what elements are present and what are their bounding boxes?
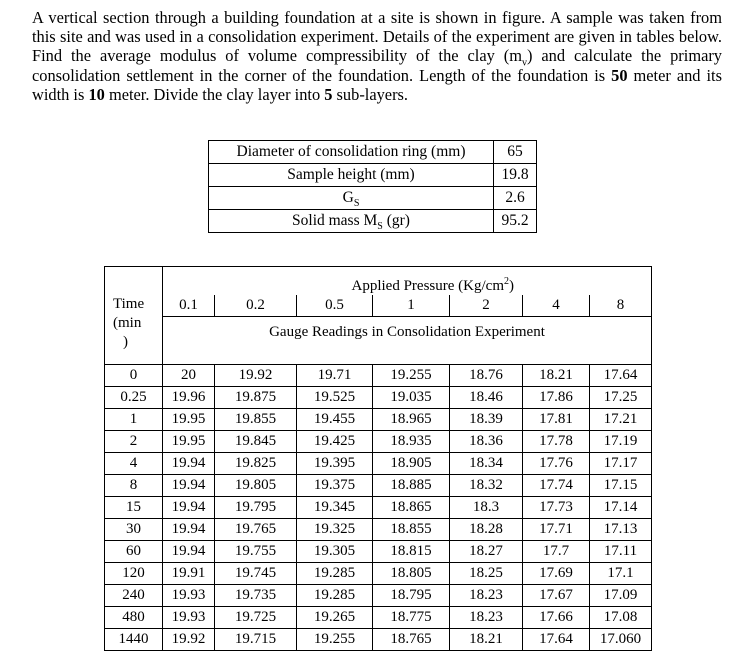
reading-cell: 19.455	[297, 409, 373, 431]
time-cell: 30	[105, 519, 163, 541]
problem-text-part4: meter. Divide the clay layer into	[104, 84, 325, 104]
reading-cell: 19.735	[215, 585, 297, 607]
reading-cell: 19.745	[215, 563, 297, 585]
table-row	[105, 519, 652, 541]
reading-cell: 18.965	[373, 409, 450, 431]
reading-cell: 17.08	[590, 607, 652, 629]
table-row	[105, 497, 652, 519]
property-row-height	[209, 164, 537, 187]
reading-cell: 18.39	[450, 409, 523, 431]
pressure-header-cell: 8	[590, 295, 652, 317]
reading-cell: 18.76	[450, 365, 523, 387]
reading-cell: 18.27	[450, 541, 523, 563]
applied-pressure-header: Applied Pressure $(Kg/cm^2)$	[215, 267, 652, 296]
reading-cell: 17.25	[590, 387, 652, 409]
reading-cell: 17.13	[590, 519, 652, 541]
time-cell: 1	[105, 409, 163, 431]
reading-cell: 17.09	[590, 585, 652, 607]
reading-cell: 19.395	[297, 453, 373, 475]
reading-cell: 18.34	[450, 453, 523, 475]
reading-cell: 17.64	[590, 365, 652, 387]
reading-cell: 17.86	[523, 387, 590, 409]
reading-cell: 17.11	[590, 541, 652, 563]
reading-cell: 17.73	[523, 497, 590, 519]
reading-cell: 18.805	[373, 563, 450, 585]
foundation-length-value: 50	[611, 65, 628, 85]
reading-cell: 19.93	[163, 585, 215, 607]
reading-cell: 19.845	[215, 431, 297, 453]
reading-cell: 17.17	[590, 453, 652, 475]
reading-cell: 18.795	[373, 585, 450, 607]
header-row-top	[105, 267, 652, 296]
reading-cell: 19.425	[297, 431, 373, 453]
reading-cell: 19.325	[297, 519, 373, 541]
property-row-gs	[209, 187, 537, 210]
reading-cell: 19.95	[163, 431, 215, 453]
mv-subscript: v	[521, 57, 527, 69]
reading-cell: 18.28	[450, 519, 523, 541]
reading-cell: 19.765	[215, 519, 297, 541]
table-row	[105, 541, 652, 563]
reading-cell: 19.875	[215, 387, 297, 409]
property-row-solid-mass	[209, 210, 537, 233]
reading-cell: 19.95	[163, 409, 215, 431]
reading-cell: 17.14	[590, 497, 652, 519]
reading-cell: 17.78	[523, 431, 590, 453]
reading-cell: 19.855	[215, 409, 297, 431]
table-row	[105, 629, 652, 651]
property-label: Diameter of consolidation ring (mm)	[209, 141, 494, 164]
table-row	[105, 475, 652, 497]
reading-cell: 17.15	[590, 475, 652, 497]
reading-cell: 19.94	[163, 453, 215, 475]
problem-text-part2: ) and calculate the primary consolidation settlement in the corner of the foundation. Length of the foundation is	[32, 46, 722, 85]
reading-cell: 18.905	[373, 453, 450, 475]
table-row	[105, 409, 652, 431]
sample-properties-table	[208, 140, 537, 233]
reading-cell: 19.91	[163, 563, 215, 585]
reading-cell: 19.255	[373, 365, 450, 387]
gauge-readings-table	[104, 266, 652, 651]
ms-label-main: Solid mass M	[292, 212, 378, 229]
time-cell: 4	[105, 453, 163, 475]
reading-cell: 19.805	[215, 475, 297, 497]
reading-cell: 19.525	[297, 387, 373, 409]
reading-cell: 19.94	[163, 475, 215, 497]
reading-cell: 17.76	[523, 453, 590, 475]
table-row	[105, 607, 652, 629]
reading-cell: 18.21	[523, 365, 590, 387]
reading-cell: 19.92	[215, 365, 297, 387]
reading-cell: 18.855	[373, 519, 450, 541]
reading-cell: 17.69	[523, 563, 590, 585]
reading-cell: 19.285	[297, 585, 373, 607]
gauge-readings-body	[105, 365, 652, 651]
table-row	[105, 453, 652, 475]
time-cell: 15	[105, 497, 163, 519]
reading-cell: 20	[163, 365, 215, 387]
reading-cell: 18.25	[450, 563, 523, 585]
ms-label-sub: S	[377, 221, 383, 233]
cm2-superscript: 2	[503, 276, 509, 287]
reading-cell: 17.21	[590, 409, 652, 431]
problem-text-part1: A vertical section through a building foundation at a site is shown in figure. A sample was taken from this site and was used in a consolidation experiment. Details of the experiment are given in tables below. Find the average modulus of volume compressibility of the clay (m	[32, 8, 722, 66]
reading-cell: 17.060	[590, 629, 652, 651]
time-cell: 0	[105, 365, 163, 387]
time-cell: 0.25	[105, 387, 163, 409]
reading-cell: 17.64	[523, 629, 590, 651]
sublayer-count-value: 5	[324, 84, 333, 104]
pressure-header-cell: 2	[450, 295, 523, 317]
problem-statement	[32, 8, 722, 104]
pressure-header-cell: 0.2	[215, 295, 297, 317]
table-row	[105, 563, 652, 585]
reading-cell: 17.71	[523, 519, 590, 541]
foundation-width-value: 10	[88, 84, 105, 104]
reading-cell: 19.375	[297, 475, 373, 497]
corner-cell	[105, 267, 163, 296]
reading-cell: 19.285	[297, 563, 373, 585]
reading-cell: 19.255	[297, 629, 373, 651]
reading-cell: 18.46	[450, 387, 523, 409]
reading-cell: 19.305	[297, 541, 373, 563]
reading-cell: 19.715	[215, 629, 297, 651]
reading-cell: 19.755	[215, 541, 297, 563]
reading-cell: 17.81	[523, 409, 590, 431]
table-row	[105, 387, 652, 409]
property-label	[209, 210, 494, 233]
table-row	[105, 585, 652, 607]
reading-cell: 19.345	[297, 497, 373, 519]
property-value: 19.8	[494, 164, 537, 187]
reading-cell: 18.3	[450, 497, 523, 519]
reading-cell: 18.815	[373, 541, 450, 563]
reading-cell: 17.66	[523, 607, 590, 629]
pressure-header-cell: 0.1	[163, 295, 215, 317]
table-row	[105, 365, 652, 387]
reading-cell: 18.23	[450, 607, 523, 629]
property-label	[209, 187, 494, 210]
pressure-header-cell: 0.5	[297, 295, 373, 317]
reading-cell: 19.795	[215, 497, 297, 519]
reading-cell: 17.7	[523, 541, 590, 563]
reading-cell: 17.19	[590, 431, 652, 453]
ms-label-tail: (gr)	[382, 212, 410, 229]
reading-cell: 17.1	[590, 563, 652, 585]
reading-cell: 19.94	[163, 519, 215, 541]
time-cell: 1440	[105, 629, 163, 651]
reading-cell: 19.265	[297, 607, 373, 629]
property-row-diameter	[209, 141, 537, 164]
reading-cell: 19.93	[163, 607, 215, 629]
gs-label-main: G	[342, 189, 354, 206]
reading-cell: 19.96	[163, 387, 215, 409]
reading-cell: 17.74	[523, 475, 590, 497]
pressure-header-cell: 4	[523, 295, 590, 317]
problem-text-part3: meter and its width is	[32, 65, 722, 104]
reading-cell: 19.035	[373, 387, 450, 409]
reading-cell: 18.23	[450, 585, 523, 607]
time-cell: 240	[105, 585, 163, 607]
time-cell: 120	[105, 563, 163, 585]
reading-cell: 19.94	[163, 541, 215, 563]
property-value: 65	[494, 141, 537, 164]
property-value: 2.6	[494, 187, 537, 210]
time-cell: 8	[105, 475, 163, 497]
table-row	[105, 431, 652, 453]
time-cell: 480	[105, 607, 163, 629]
time-cell: 2	[105, 431, 163, 453]
reading-cell: 18.765	[373, 629, 450, 651]
reading-cell: 17.67	[523, 585, 590, 607]
property-label: Sample height (mm)	[209, 164, 494, 187]
reading-cell: 18.865	[373, 497, 450, 519]
pressure-row	[105, 295, 652, 317]
reading-cell: 19.71	[297, 365, 373, 387]
reading-cell: 19.92	[163, 629, 215, 651]
reading-cell: 18.36	[450, 431, 523, 453]
pressure-header-cell: 1	[373, 295, 450, 317]
reading-cell: 18.21	[450, 629, 523, 651]
reading-cell: 19.825	[215, 453, 297, 475]
reading-cell: 19.725	[215, 607, 297, 629]
reading-cell: 18.775	[373, 607, 450, 629]
reading-cell: 18.885	[373, 475, 450, 497]
reading-cell: 18.935	[373, 431, 450, 453]
problem-text-part5: sub-layers.	[332, 84, 409, 104]
gs-label-sub: S	[353, 198, 360, 210]
reading-cell: 18.32	[450, 475, 523, 497]
header-blank	[163, 267, 215, 296]
property-value: 95.2	[494, 210, 537, 233]
time-header: Time (min )	[105, 295, 163, 365]
time-cell: 60	[105, 541, 163, 563]
readings-caption: Gauge Readings in Consolidation Experiment	[163, 317, 652, 365]
reading-cell: 19.94	[163, 497, 215, 519]
caption-row	[105, 317, 652, 365]
